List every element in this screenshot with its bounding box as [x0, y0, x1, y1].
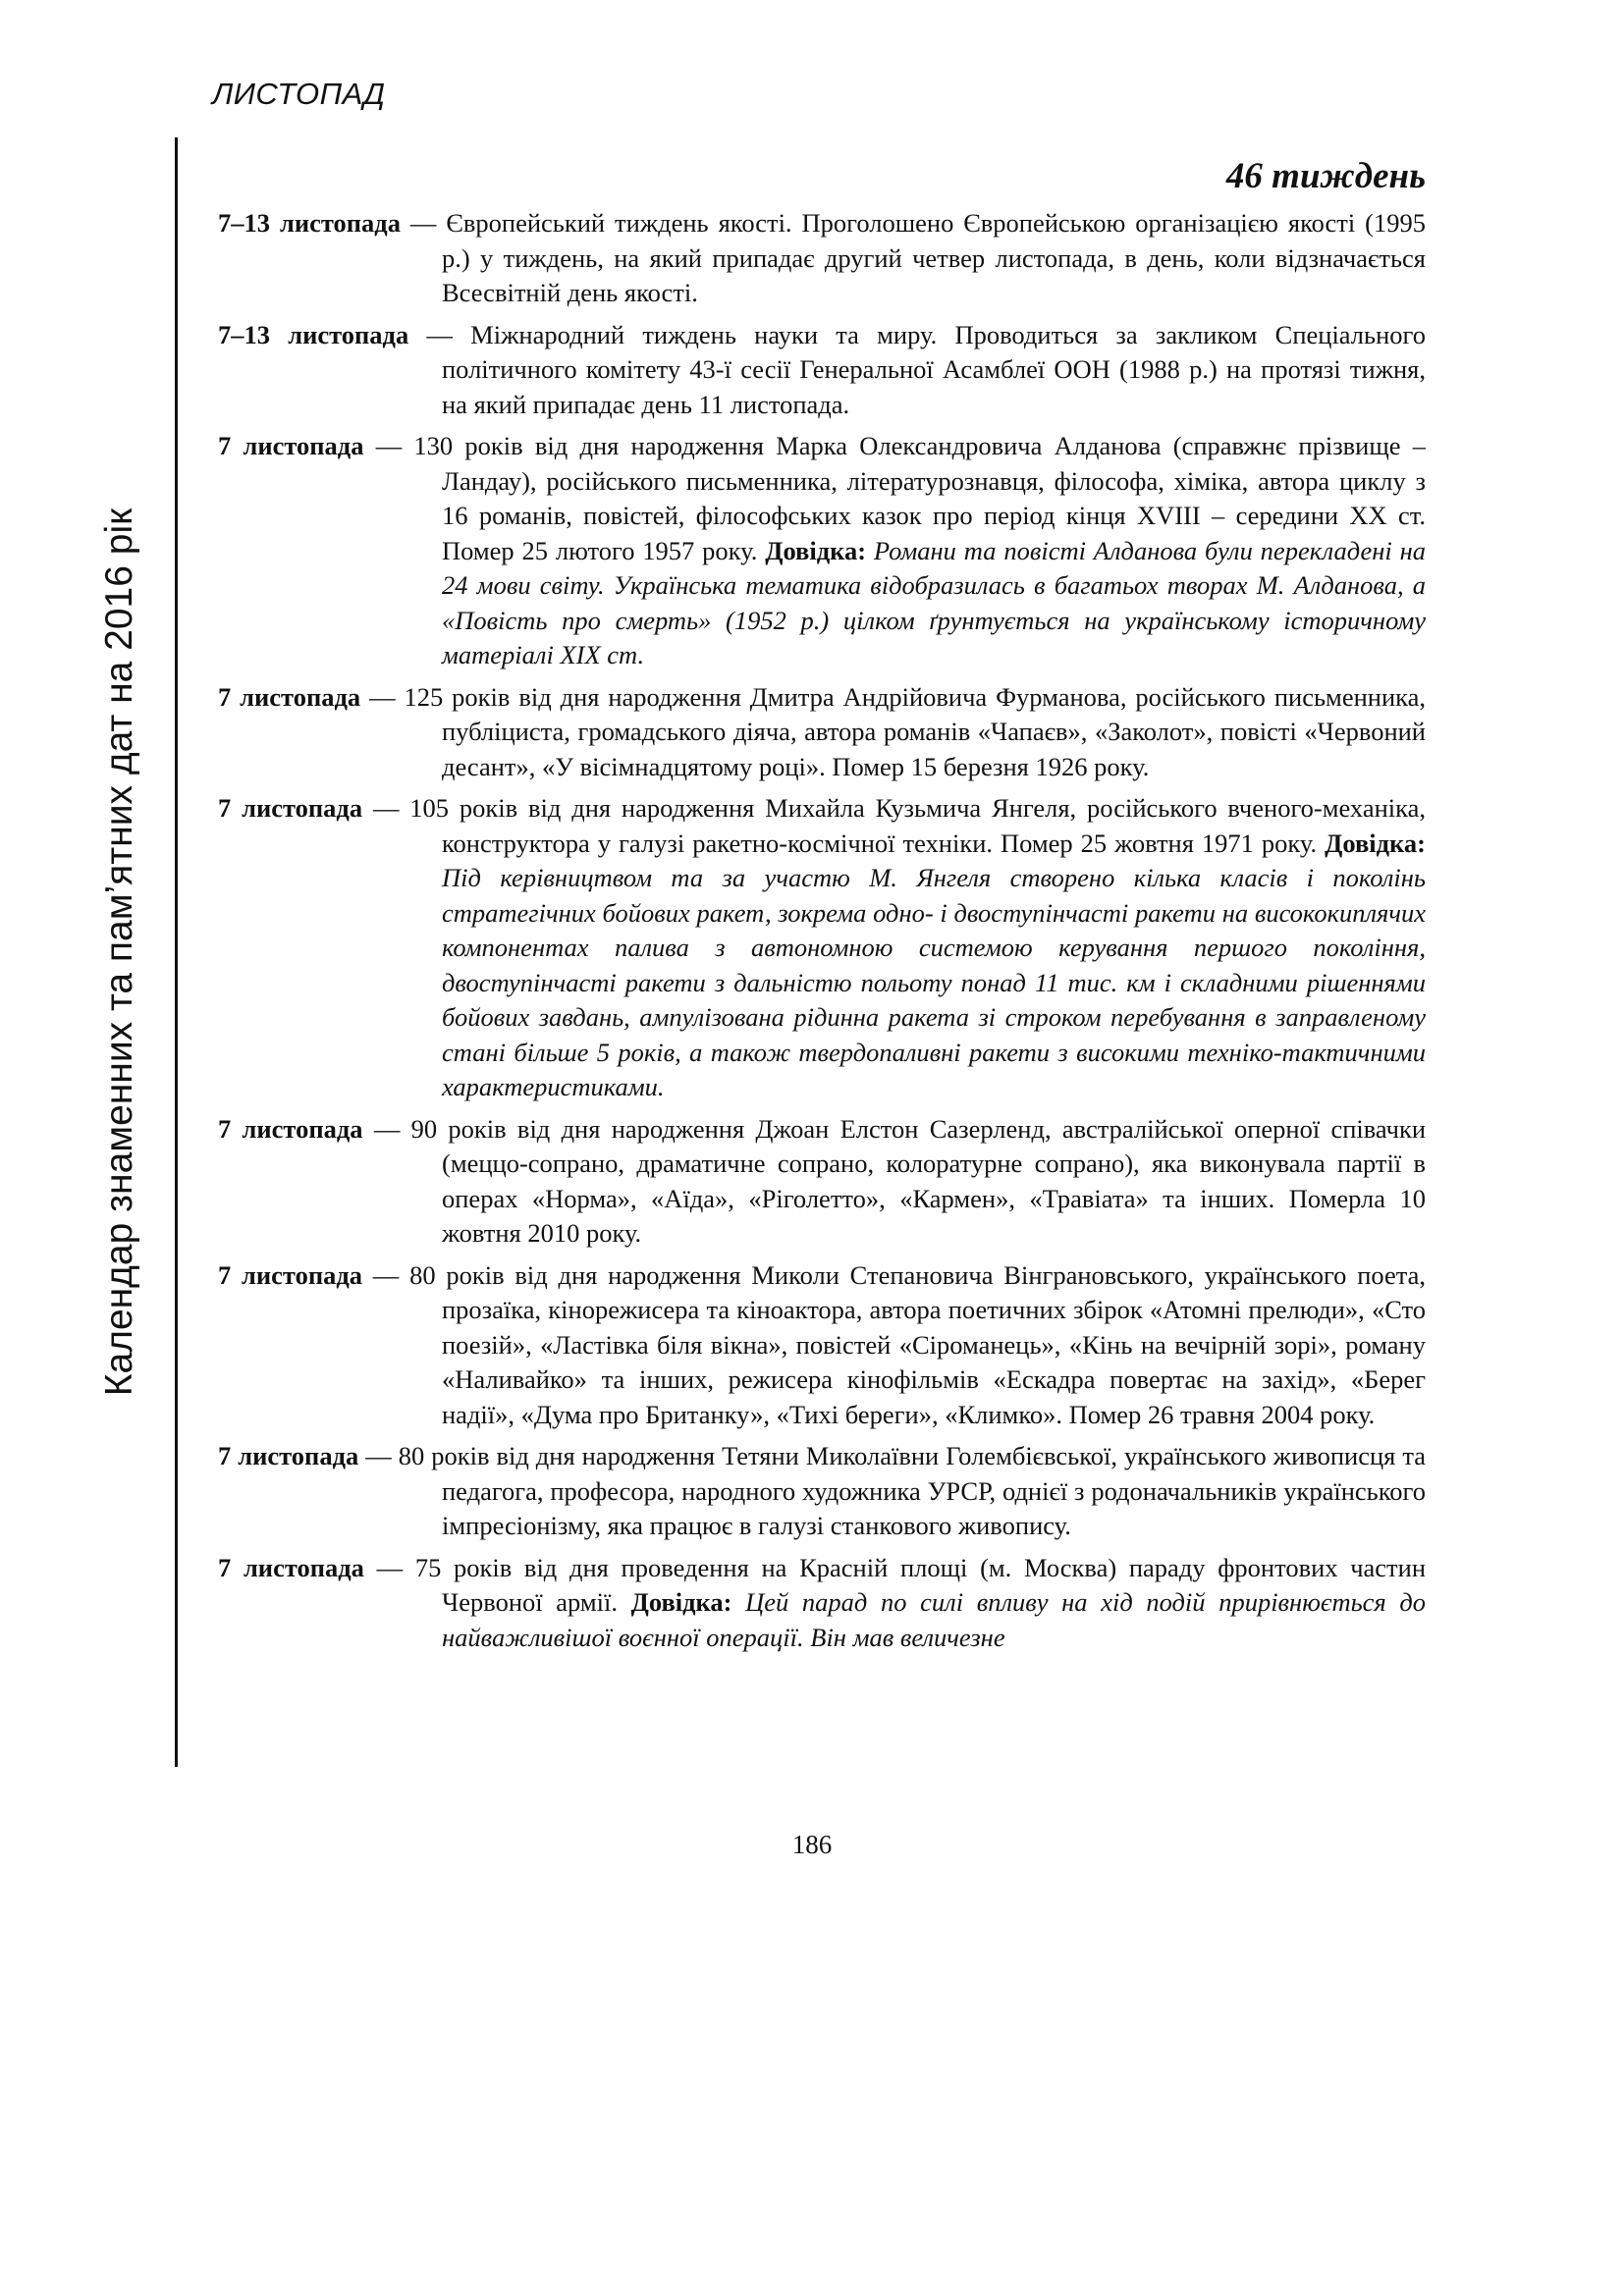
entry-date: 7 листопада [218, 1441, 359, 1470]
entry-date: 7 листопада [218, 1113, 363, 1144]
entry-date: 7–13 листопада [218, 208, 401, 238]
side-title: Календар знаменних та пам’ятних дат на 2016 рік [98, 507, 140, 1397]
entry-note: Романи та повісті Алданова були перекладені на 24 мови світу. Українська тематика відобразилась в багатьох творах М. Алданова, а «Повість про смерть» (1952 р.) цілком ґрунтується на українському історичному матеріалі XIX ст. [442, 535, 1427, 669]
entry-date: 7 листопада [218, 793, 363, 823]
entry-text: — 75 років від дня проведення на Красній площі (м. Москва) параду фронтових частин Червоної армії. [376, 1552, 1426, 1617]
page-number: 186 [791, 1830, 833, 1859]
entry-text: — 125 років від дня народження Дмитра Андрійовича Фурманова, російського письменника, публіциста, громадського діяча, автора романів «Чапаєв», «Заколот», повісті «Червоний десант», «У вісімнадцятому році». Помер 15 березня 1926 року. [369, 681, 1426, 781]
entry-date: 7 листопада [218, 1259, 363, 1290]
entry-date: 7 листопада [218, 681, 361, 712]
calendar-entry [218, 318, 1426, 423]
entry-text: — 90 років від дня народження Джоан Елстон Сазерленд, австралійської оперної співачки (меццо-сопрано, драматичне сопрано, колоратурне сопрано), яка виконувала партії в операх «Норма», «Аїда», «Ріголетто», «Кармен», «Травіата» та інших. Померла 10 жовтня 2010 року. [373, 1113, 1427, 1248]
entry-text: — Міжнародний тиждень науки та миру. Проводиться за закликом Спеціального політичного комітету 43-ї сесії Генеральної Асамблеї ООН (1988 р.) на протязі тижня, на який припадає день 11 листопада. [426, 319, 1426, 419]
entry-text: — Європейський тиждень якості. Проголошено Європейською організацією якості (1995 р.) у тиждень, на який припадає другий четвер листопада, в день, коли відзначається Всесвітній день якості. [409, 208, 1426, 307]
entry-note-label: Довідка: [1325, 828, 1426, 858]
calendar-entry [218, 1112, 1426, 1252]
entry-text: — 105 років від дня народження Михайла Кузьмича Янгеля, російського вченого-механіка, конструктора у галузі ракетно-космічної техніки. Помер 25 жовтня 1971 року. [372, 793, 1426, 858]
entry-note: Цей парад по силі впливу на хід подій прирівнюється до найважливішої воєнної операції. Він мав величезне [442, 1587, 1427, 1652]
section-title: ЛИСТОПАД [212, 77, 386, 111]
side-title-container [95, 147, 144, 1757]
entry-text: — 130 років від дня народження Марка Олександровича Алданова (справжнє прізвище – Ландау), російського письменника, літературознавця, філософа, хіміка, автора циклу з 16 романів, повістей, філософських казок про період кінця XVIII – середини XX ст. Помер 25 лютого 1957 року. [375, 431, 1426, 565]
entry-date: 7–13 листопада [218, 319, 409, 349]
calendar-entry [218, 206, 1426, 311]
calendar-entry [218, 1258, 1426, 1433]
calendar-entry [218, 791, 1426, 1105]
week-heading: 46 тиждень [1225, 156, 1426, 196]
entry-note: Під керівництвом та за участю М. Янгеля створено кілька класів і поколінь стратегічних бойових ракет, зокрема одно- і двоступінчасті ракети на висококиплячих компонентах палива з автономною системою керування першого покоління, двоступінчасті ракети з дальністю польоту понад 11 тис. км і складними рішеннями бойових завдань, ампулізована рідинна ракета зі строком перебування в заправленому стані більше 5 років, а також твердопаливні ракети з високими технiко-тактичними характеристиками. [442, 863, 1426, 1101]
entries-list [218, 206, 1426, 1662]
entry-date: 7 листопада [218, 431, 364, 460]
calendar-entry [218, 680, 1426, 785]
vertical-rule [175, 137, 178, 1767]
calendar-entry [218, 1439, 1426, 1544]
entry-date: 7 листопада [218, 1552, 364, 1582]
entry-text: — 80 років від дня народження Миколи Степановича Вінграновського, українського поета, прозаїка, кінорежисера та кіноактора, автора поетичних збірок «Атомні прелюди», «Сто поезій», «Ластівка біля вікна», повістей «Сіроманець», «Кінь на вечірній зорі», роману «Наливайко» та інших, режисера кінофільмів «Ескадра повертає на захід», «Берег надії», «Дума про Британку», «Тихі береги», «Климко». Помер 26 травня 2004 року. [372, 1259, 1426, 1429]
calendar-entry [218, 429, 1426, 673]
calendar-entry [218, 1551, 1426, 1656]
entry-text: — 80 років від дня народження Тетяни Миколаївни Голембієвської, українського живописця та педагога, професора, народного художника УРСР, однієї з родоначальників українського імпресіонізму, яка працює в галузі станкового живопису. [365, 1441, 1427, 1540]
entry-note-label: Довідка: [765, 535, 867, 565]
entry-note-label: Довідка: [630, 1587, 732, 1617]
